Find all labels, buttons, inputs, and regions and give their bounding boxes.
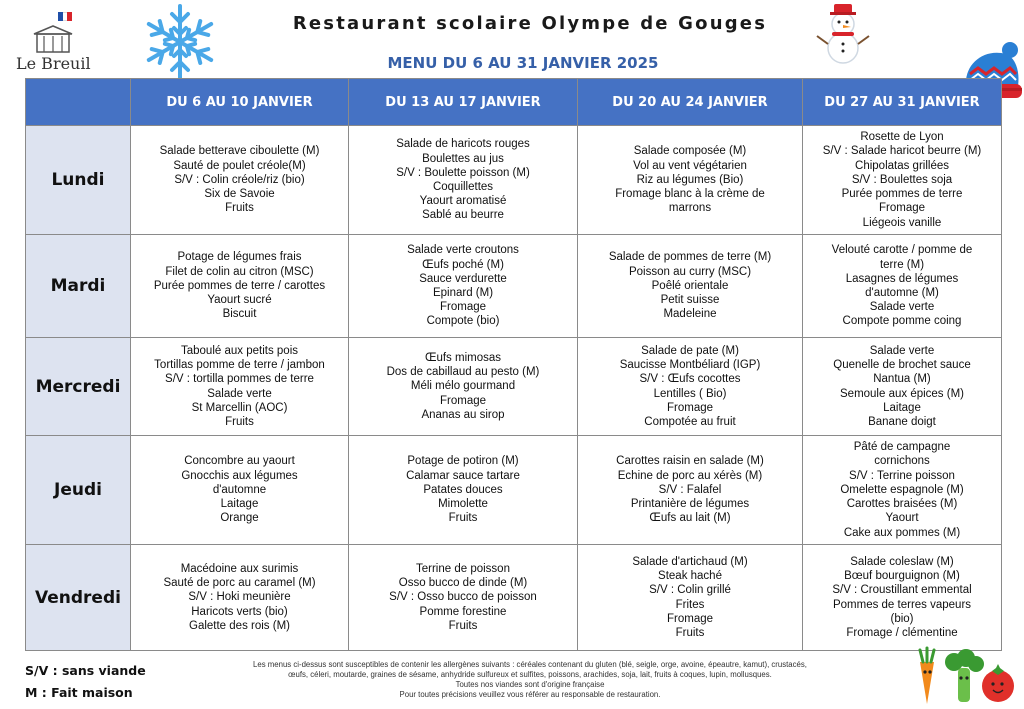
menu-item: S/V : Colin créole/riz (bio) <box>174 173 305 186</box>
menu-item: S/V : Boulette poisson (M) <box>396 166 530 179</box>
menu-item: Patates douces <box>423 483 503 496</box>
menu-item: Carottes raisin en salade (M) <box>616 455 764 468</box>
menu-item: terre (M) <box>879 258 925 271</box>
menu-item: Rosette de Lyon <box>860 131 944 144</box>
menu-item: Six de Savoie <box>204 188 275 201</box>
menu-item: Velouté carotte / pomme de <box>831 244 973 257</box>
menu-item: Sauté de porc au caramel (M) <box>163 577 316 590</box>
menu-item: Biscuit <box>222 308 257 321</box>
menu-item: Salade de pommes de terre (M) <box>608 251 772 264</box>
menu-item: S/V : Salade haricot beurre (M) <box>822 145 982 158</box>
menu-item: S/V : Colin grillé <box>649 584 731 597</box>
menu-cell <box>578 338 803 436</box>
menu-item: Compote pomme coing <box>842 315 962 328</box>
menu-item: Chipolatas grillées <box>855 159 949 172</box>
menu-cell <box>349 126 578 235</box>
menu-cell <box>349 545 578 651</box>
menu-item: Œufs poché (M) <box>422 258 504 271</box>
menu-item: Saucisse Montbéliard (IGP) <box>619 359 761 372</box>
week-header-row <box>26 79 1002 126</box>
menu-item: Compotée au fruit <box>644 415 736 428</box>
menu-item: Laitage <box>883 401 921 414</box>
menu-item: Salade verte <box>869 301 935 314</box>
menu-item: Méli mélo gourmand <box>410 380 516 393</box>
menu-item: cornichons <box>874 455 930 468</box>
menu-item: (bio) <box>890 612 914 625</box>
snowman-icon <box>815 2 871 66</box>
menu-item: Taboulé aux petits pois <box>181 344 298 357</box>
menu-item: Fruits <box>675 626 705 639</box>
menu-item: St Marcellin (AOC) <box>191 401 288 414</box>
menu-item: Œufs mimosas <box>424 351 502 364</box>
menu-item: Purée pommes de terre <box>841 188 963 201</box>
menu-item: S/V : Croustillant emmental <box>832 584 972 597</box>
menu-cell <box>803 545 1002 651</box>
day-label: Lundi <box>26 126 131 235</box>
week-header: DU 6 AU 10 JANVIER <box>131 79 349 126</box>
menu-item: Lasagnes de légumes <box>845 272 959 285</box>
menu-cell <box>578 126 803 235</box>
menu-cell <box>803 235 1002 338</box>
menu-item: Cake aux pommes (M) <box>843 526 961 539</box>
menu-item: Concombre au yaourt <box>184 455 295 468</box>
menu-item: Fromage / clémentine <box>846 626 958 639</box>
menu-cell <box>578 235 803 338</box>
week-header: DU 13 AU 17 JANVIER <box>349 79 578 126</box>
menu-item: Pâté de campagne <box>853 441 951 454</box>
legend <box>25 660 146 704</box>
menu-item: S/V : Œufs cocottes <box>639 373 741 386</box>
menu-item: Fromage <box>439 394 487 407</box>
menu-cell <box>131 235 349 338</box>
menu-item: Tortillas pomme de terre / jambon <box>154 359 325 372</box>
day-row-vendredi <box>26 545 1002 651</box>
menu-cell <box>349 338 578 436</box>
menu-item: Mimolette <box>438 498 488 511</box>
week-header: DU 20 AU 24 JANVIER <box>578 79 803 126</box>
menu-item: Frites <box>675 598 705 611</box>
menu-item: Sauté de poulet créole(M) <box>173 159 306 172</box>
menu-cell <box>131 126 349 235</box>
menu-item: Salade verte <box>207 387 272 400</box>
menu-item: Boulettes au jus <box>422 152 504 165</box>
menu-item: Epinard (M) <box>432 287 494 299</box>
menu-item: Fruits <box>448 619 478 632</box>
legend-sans-viande: S/V : sans viande <box>25 663 146 678</box>
menu-item: Salade verte croutons <box>407 244 519 257</box>
menu-item: Salade composée (M) <box>633 145 747 158</box>
menu-item: Dos de cabillaud au pesto (M) <box>386 366 540 379</box>
menu-item: Pommes de terres vapeurs <box>832 598 972 611</box>
menu-item: Yaourt sucré <box>207 294 272 307</box>
menu-table <box>25 78 1002 651</box>
menu-item: Salade de haricots rouges <box>396 138 530 151</box>
menu-item: marrons <box>668 202 712 215</box>
menu-item: Steak haché <box>658 570 722 583</box>
menu-item: S/V : Falafel <box>658 483 722 496</box>
day-row-mercredi <box>26 338 1002 436</box>
day-label: Jeudi <box>26 436 131 545</box>
menu-item: S/V : Hoki meunière <box>188 591 291 604</box>
menu-cell <box>349 235 578 338</box>
menu-item: Semoule aux épices (M) <box>840 387 964 400</box>
menu-item: Ananas au sirop <box>421 408 505 421</box>
menu-cell <box>578 436 803 545</box>
note-line: Toutes nos viandes sont d'origine française <box>455 680 605 689</box>
day-label: Mardi <box>26 235 131 338</box>
day-label: Vendredi <box>26 545 131 651</box>
menu-item: Vol au vent végétarien <box>633 159 747 172</box>
day-label: Mercredi <box>26 338 131 436</box>
page-title: Restaurant scolaire Olympe de Gouges <box>292 13 768 34</box>
menu-item: Petit suisse <box>660 294 720 307</box>
vegetables-icon <box>910 646 1020 708</box>
menu-period-subtitle: MENU DU 6 AU 31 JANVIER 2025 <box>387 54 659 72</box>
menu-item: Yaourt <box>885 512 919 525</box>
menu-cell <box>578 545 803 651</box>
menu-item: Potage de potiron (M) <box>407 455 519 468</box>
menu-item: Fromage <box>666 612 714 625</box>
menu-item: d'automne <box>212 483 267 496</box>
menu-item: Salade de pate (M) <box>641 344 739 357</box>
menu-item: Coquillettes <box>432 181 494 193</box>
corner-cell <box>26 79 131 126</box>
menu-item: Fromage blanc à la crème de <box>615 188 765 201</box>
menu-item: Orange <box>220 512 259 525</box>
menu-item: Poêlé orientale <box>651 279 729 292</box>
menu-item: S/V : Osso bucco de poisson <box>389 591 537 604</box>
menu-cell <box>349 436 578 545</box>
menu-item: Madeleine <box>663 308 717 321</box>
menu-item: Pomme forestine <box>419 605 507 618</box>
menu-item: Calamar sauce tartare <box>406 469 520 482</box>
menu-cell <box>803 436 1002 545</box>
menu-cell <box>131 436 349 545</box>
menu-item: d'automne (M) <box>865 287 939 299</box>
day-row-jeudi <box>26 436 1002 545</box>
menu-item: Laitage <box>220 498 259 511</box>
menu-item: Galette des rois (M) <box>189 619 290 632</box>
menu-item: Filet de colin au citron (MSC) <box>165 265 314 278</box>
menu-item: Fruits <box>225 415 254 428</box>
menu-cell <box>803 126 1002 235</box>
menu-item: Potage de légumes frais <box>177 251 302 264</box>
menu-item: Salade d'artichaud (M) <box>632 555 748 568</box>
menu-item: Omelette espagnole (M) <box>840 483 964 496</box>
menu-item: Salade betterave ciboulette (M) <box>159 145 320 158</box>
menu-cell <box>131 545 349 651</box>
note-line: œufs, céleri, moutarde, graines de sésame, anhydride sulfureux et sulfites, poissons, arachides, soja, lait, fruits à coques, lupin, mollusques. <box>288 670 772 679</box>
menu-item: Sablé au beurre <box>422 209 504 222</box>
menu-item: Banane doigt <box>868 415 936 428</box>
menu-item: Terrine de poisson <box>416 562 510 575</box>
menu-item: S/V : Boulettes soja <box>851 173 953 186</box>
menu-item: Bœuf bourguignon (M) <box>844 570 960 583</box>
menu-item: Lentilles ( Bio) <box>653 387 727 400</box>
allergen-notes <box>160 660 900 700</box>
menu-item: Fromage <box>666 401 714 414</box>
menu-item: Purée pommes de terre / carottes <box>153 279 326 292</box>
menu-item: Fruits <box>448 512 478 525</box>
menu-item: Salade coleslaw (M) <box>850 555 954 568</box>
menu-item: S/V : tortilla pommes de terre <box>165 373 314 386</box>
menu-cell <box>131 338 349 436</box>
menu-item: Liégeois vanille <box>862 216 942 229</box>
logo-text: Le Breuil <box>16 54 91 73</box>
note-line: Les menus ci-dessus sont susceptibles de contenir les allergènes suivants : céréales contenant du gluten (blé, seigle, orge, avoine, épeautre, kamut), crustacés, <box>253 660 807 669</box>
menu-item: Carottes braisées (M) <box>846 498 958 511</box>
menu-item: Sauce verdurette <box>419 272 507 285</box>
menu-item: Fromage <box>878 202 926 215</box>
menu-item: Fromage <box>439 301 487 314</box>
menu-item: Echine de porc au xérès (M) <box>617 469 763 482</box>
menu-item: Osso bucco de dinde (M) <box>398 577 528 590</box>
menu-item: Œufs au lait (M) <box>649 512 731 525</box>
menu-cell <box>803 338 1002 436</box>
menu-item: Riz au légumes (Bio) <box>636 173 744 186</box>
menu-item: Salade verte <box>869 344 935 357</box>
menu-item: S/V : Terrine poisson <box>849 469 955 482</box>
menu-item: Macédoine aux surimis <box>180 562 299 575</box>
menu-item: Nantua (M) <box>873 373 931 386</box>
week-header: DU 27 AU 31 JANVIER <box>803 79 1002 126</box>
menu-item: Gnocchis aux légumes <box>181 469 298 482</box>
day-row-mardi <box>26 235 1002 338</box>
menu-item: Haricots verts (bio) <box>191 605 288 618</box>
legend-fait-maison: M : Fait maison <box>25 685 133 700</box>
menu-item: Quenelle de brochet sauce <box>833 359 971 372</box>
menu-item: Printanière de légumes <box>630 498 750 511</box>
menu-item: Compote (bio) <box>426 315 500 328</box>
day-row-lundi <box>26 126 1002 235</box>
menu-item: Yaourt aromatisé <box>419 195 507 208</box>
note-line: Pour toutes précisions veuillez vous référer au responsable de restauration. <box>399 690 661 699</box>
menu-item: Poisson au curry (MSC) <box>628 265 752 278</box>
menu-item: Fruits <box>225 202 254 215</box>
